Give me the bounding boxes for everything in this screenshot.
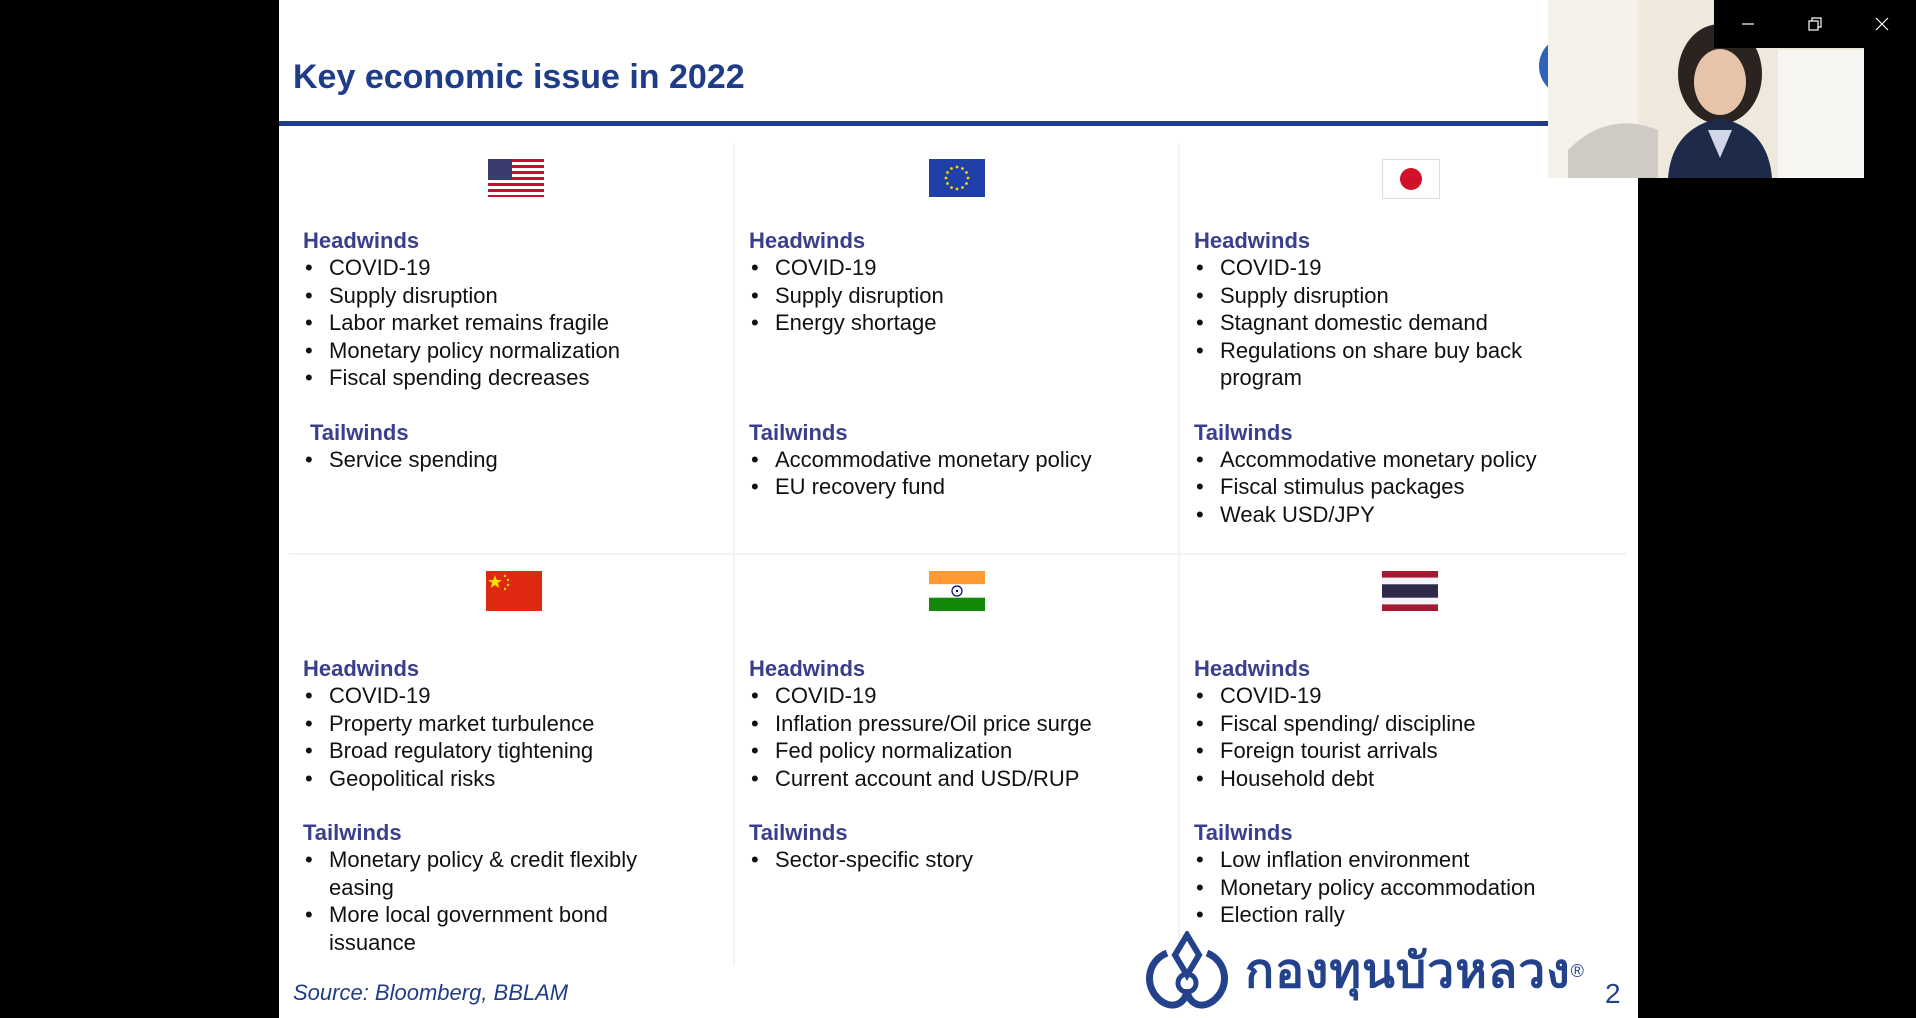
country-grid — [289, 143, 1626, 965]
tailwinds-list — [749, 446, 1092, 501]
china-flag-icon — [486, 571, 542, 611]
list-item: • Inflation pressure/Oil price surge — [749, 710, 1092, 738]
tailwinds-heading: Tailwinds — [1194, 419, 1293, 445]
tailwinds-heading: Tailwinds — [749, 820, 848, 845]
country-card-india — [735, 555, 1180, 965]
logo-text: กองทุนบัวหลวง — [1245, 945, 1571, 998]
list-item: • Sector-specific story — [749, 846, 1092, 874]
list-item: • Current account and USD/RUP — [749, 765, 1092, 793]
tailwinds-heading: Tailwinds — [749, 419, 848, 445]
tailwinds-list — [303, 846, 663, 956]
minimize-icon — [1740, 16, 1756, 32]
list-item: • COVID-19 — [749, 254, 1092, 282]
list-item: • COVID-19 — [303, 254, 620, 282]
country-card-thailand — [1180, 555, 1626, 965]
country-card-japan — [1180, 143, 1626, 555]
list-item: • Monetary policy & credit flexibly easing — [303, 846, 663, 901]
close-icon — [1874, 16, 1890, 32]
china-content — [303, 655, 663, 956]
headwinds-heading: Headwinds — [749, 228, 866, 253]
slide-title: Key economic issue in 2022 — [293, 58, 745, 96]
list-item: • Energy shortage — [749, 309, 1092, 337]
presentation-slide — [279, 0, 1638, 1018]
japan-content — [1194, 227, 1564, 528]
headwinds-list — [749, 254, 1092, 337]
restore-icon — [1807, 16, 1823, 32]
list-item: • Property market turbulence — [303, 710, 663, 738]
headwinds-heading: Headwinds — [1194, 228, 1311, 253]
list-item: • COVID-19 — [749, 682, 1092, 710]
list-item: • Fiscal spending/ discipline — [1194, 710, 1535, 738]
list-item: • Labor market remains fragile — [303, 309, 620, 337]
country-card-usa — [289, 143, 735, 555]
list-item: • Supply disruption — [303, 282, 620, 310]
minimize-button[interactable] — [1714, 0, 1781, 48]
list-item: • Regulations on share buy back program — [1194, 337, 1564, 392]
list-item: • Accommodative monetary policy — [749, 446, 1092, 474]
headwinds-list — [303, 682, 663, 792]
lotus-logo-icon — [1137, 931, 1237, 1011]
list-item: • Weak USD/JPY — [1194, 501, 1564, 529]
list-item: • Supply disruption — [749, 282, 1092, 310]
headwinds-heading: Headwinds — [749, 656, 866, 681]
list-item: • Supply disruption — [1194, 282, 1564, 310]
headwinds-heading: Headwinds — [303, 656, 420, 681]
list-item: • Broad regulatory tightening — [303, 737, 663, 765]
list-item: • Service spending — [303, 446, 620, 474]
tailwinds-heading: Tailwinds — [1194, 820, 1293, 845]
list-item: • COVID-19 — [1194, 254, 1564, 282]
headwinds-list — [1194, 254, 1564, 392]
tailwinds-list — [1194, 846, 1535, 929]
list-item: • Fed policy normalization — [749, 737, 1092, 765]
eu-flag-icon — [929, 159, 985, 197]
list-item: • Election rally — [1194, 901, 1535, 929]
list-item: • Fiscal spending decreases — [303, 364, 620, 392]
window-controls — [1714, 0, 1916, 48]
list-item: • More local government bond issuance — [303, 901, 663, 956]
list-item: • Foreign tourist arrivals — [1194, 737, 1535, 765]
headwinds-heading: Headwinds — [1194, 656, 1311, 681]
source-note: Source: Bloomberg, BBLAM — [293, 980, 569, 1005]
tailwinds-list — [1194, 446, 1564, 529]
tailwinds-heading: Tailwinds — [303, 820, 402, 845]
page-number: 2 — [1605, 978, 1621, 1009]
japan-flag-icon — [1382, 159, 1440, 199]
thailand-flag-icon — [1382, 571, 1438, 611]
list-item: • Geopolitical risks — [303, 765, 663, 793]
tailwinds-list — [749, 846, 1092, 874]
india-content — [749, 655, 1092, 874]
list-item: • EU recovery fund — [749, 473, 1092, 501]
list-item: • COVID-19 — [303, 682, 663, 710]
list-item: • Stagnant domestic demand — [1194, 309, 1564, 337]
company-logo — [1137, 930, 1584, 1012]
list-item: • Fiscal stimulus packages — [1194, 473, 1564, 501]
list-item: • Monetary policy normalization — [303, 337, 620, 365]
thailand-content — [1194, 655, 1535, 929]
india-flag-icon — [929, 571, 985, 611]
list-item: • COVID-19 — [1194, 682, 1535, 710]
list-item: • Accommodative monetary policy — [1194, 446, 1564, 474]
list-item: • Monetary policy accommodation — [1194, 874, 1535, 902]
title-divider — [279, 121, 1638, 126]
country-card-china — [289, 555, 735, 965]
headwinds-list — [1194, 682, 1535, 792]
country-card-eu — [735, 143, 1180, 555]
list-item: • Household debt — [1194, 765, 1535, 793]
headwinds-list — [303, 254, 620, 392]
headwinds-heading: Headwinds — [303, 228, 420, 253]
tailwinds-heading: Tailwinds — [310, 419, 409, 445]
tailwinds-list — [303, 446, 620, 474]
registered-mark: ® — [1570, 960, 1584, 981]
usa-content — [303, 227, 620, 473]
restore-button[interactable] — [1781, 0, 1848, 48]
list-item: • Low inflation environment — [1194, 846, 1535, 874]
headwinds-list — [749, 682, 1092, 792]
close-button[interactable] — [1848, 0, 1915, 48]
usa-flag-icon — [488, 159, 544, 197]
eu-content — [749, 227, 1092, 501]
